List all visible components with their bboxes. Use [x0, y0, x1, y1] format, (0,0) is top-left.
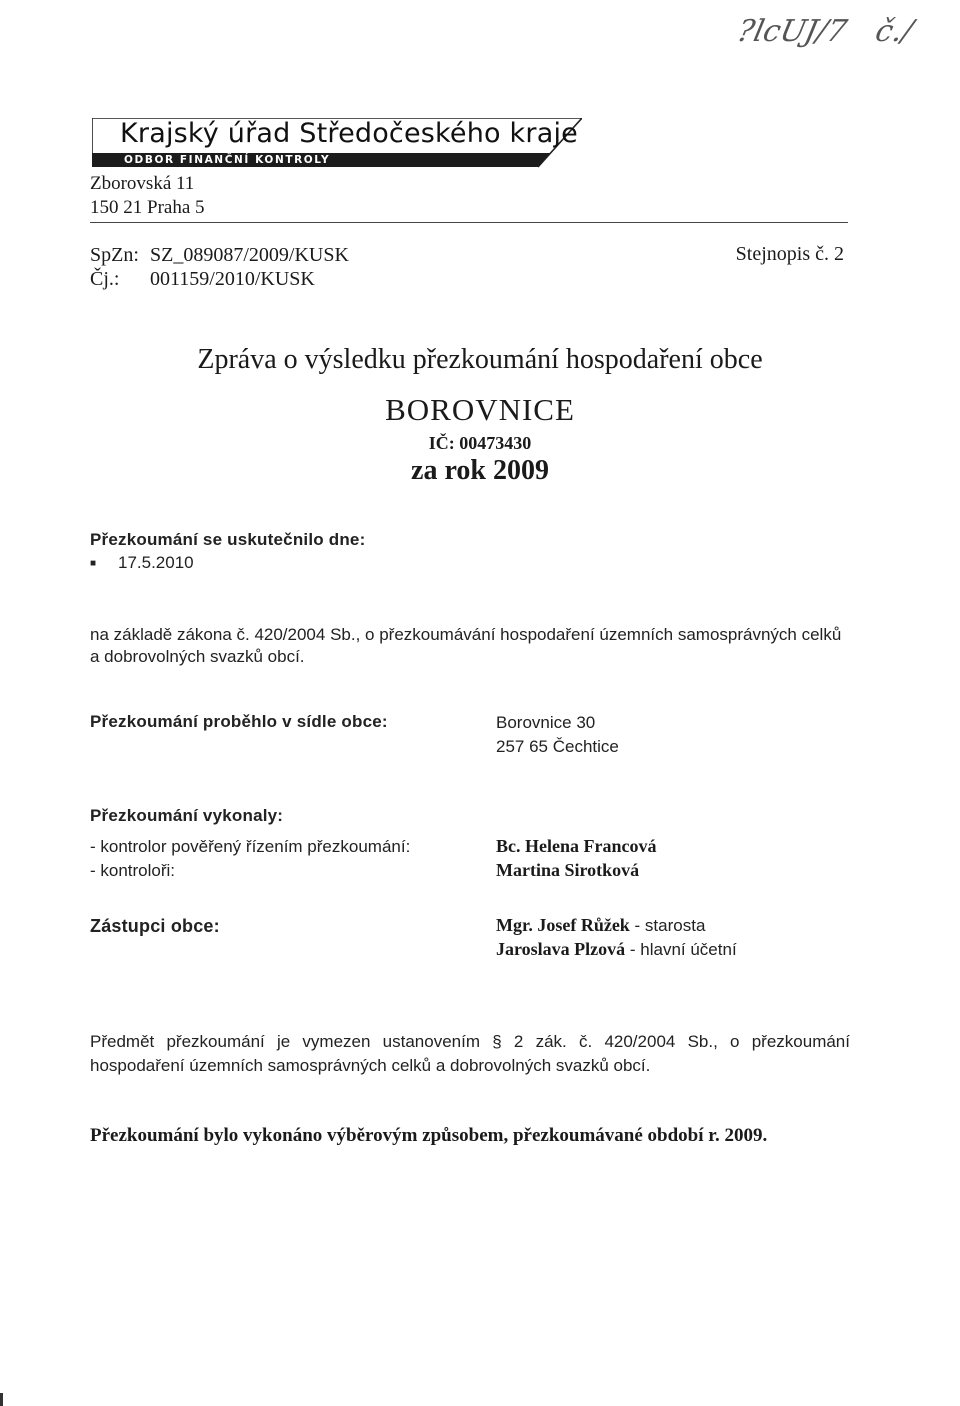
location-label: Přezkoumání proběhlo v sídle obce: [90, 712, 388, 731]
review-date-value: 17.5.2010 [118, 553, 194, 572]
rep2-name: Jaroslava Plzová [496, 939, 626, 959]
law-basis-text: na základě zákona č. 420/2004 Sb., o přezkoumávání hospodaření územních samosprávných celků a dobrovolných svazků obcí. [90, 625, 842, 666]
representatives-label: Zástupci obce: [90, 916, 220, 936]
municipality-name: BOROVNICE [385, 392, 575, 427]
representative-2 [496, 939, 737, 961]
address-street: Zborovská 11 [90, 173, 195, 194]
method-text: Přezkoumání bylo vykonáno výběrovým způsobem, přezkoumávané období r. 2009. [90, 1125, 768, 1146]
handwritten-annotation-right: č./ [872, 14, 917, 49]
rep1-name: Mgr. Josef Růžek [496, 915, 630, 935]
report-title: Zpráva o výsledku přezkoumání hospodaření obce [197, 344, 763, 375]
handwritten-annotation-left: ?lcUJ/7 [734, 14, 850, 49]
review-date-label: Přezkoumání se uskutečnilo dne: [90, 530, 366, 549]
rep1-role: - starosta [629, 916, 706, 935]
controller-name: Martina Sirotková [496, 860, 640, 880]
spzn-value: SZ_089087/2009/KUSK [150, 244, 349, 266]
bullet-icon: ■ [90, 558, 97, 569]
location-line1: Borovnice 30 [496, 713, 596, 732]
scan-edge-mark [0, 1393, 3, 1406]
report-year: za rok 2009 [411, 455, 549, 486]
department-name: ODBOR FINANČNÍ KONTROLY [124, 154, 331, 166]
address-city: 150 21 Praha 5 [90, 197, 205, 218]
location-line2: 257 65 Čechtice [496, 737, 619, 756]
lead-role: - kontrolor pověřený řízením přezkoumání: [90, 837, 411, 856]
office-name: Krajský úřad Středočeského kraje [120, 118, 578, 149]
performed-label: Přezkoumání vykonaly: [90, 806, 284, 825]
copy-note: Stejnopis č. 2 [735, 243, 844, 265]
lead-name: Bc. Helena Francová [496, 836, 657, 856]
cj-value: 001159/2010/KUSK [150, 268, 315, 290]
rep2-role: - hlavní účetní [625, 940, 737, 959]
cj-label: Čj.: [90, 268, 120, 290]
subject-text: Předmět přezkoumání je vymezen ustanovením § 2 zák. č. 420/2004 Sb., o přezkoumání hospodaření územních samosprávných celků a dobrovolných svazků obcí. [90, 1032, 850, 1075]
header-divider [90, 222, 848, 223]
spzn-label: SpZn: [90, 244, 139, 266]
representative-1 [496, 915, 705, 937]
controllers-role: - kontroloři: [90, 861, 176, 880]
municipality-ico: IČ: 00473430 [428, 433, 532, 453]
